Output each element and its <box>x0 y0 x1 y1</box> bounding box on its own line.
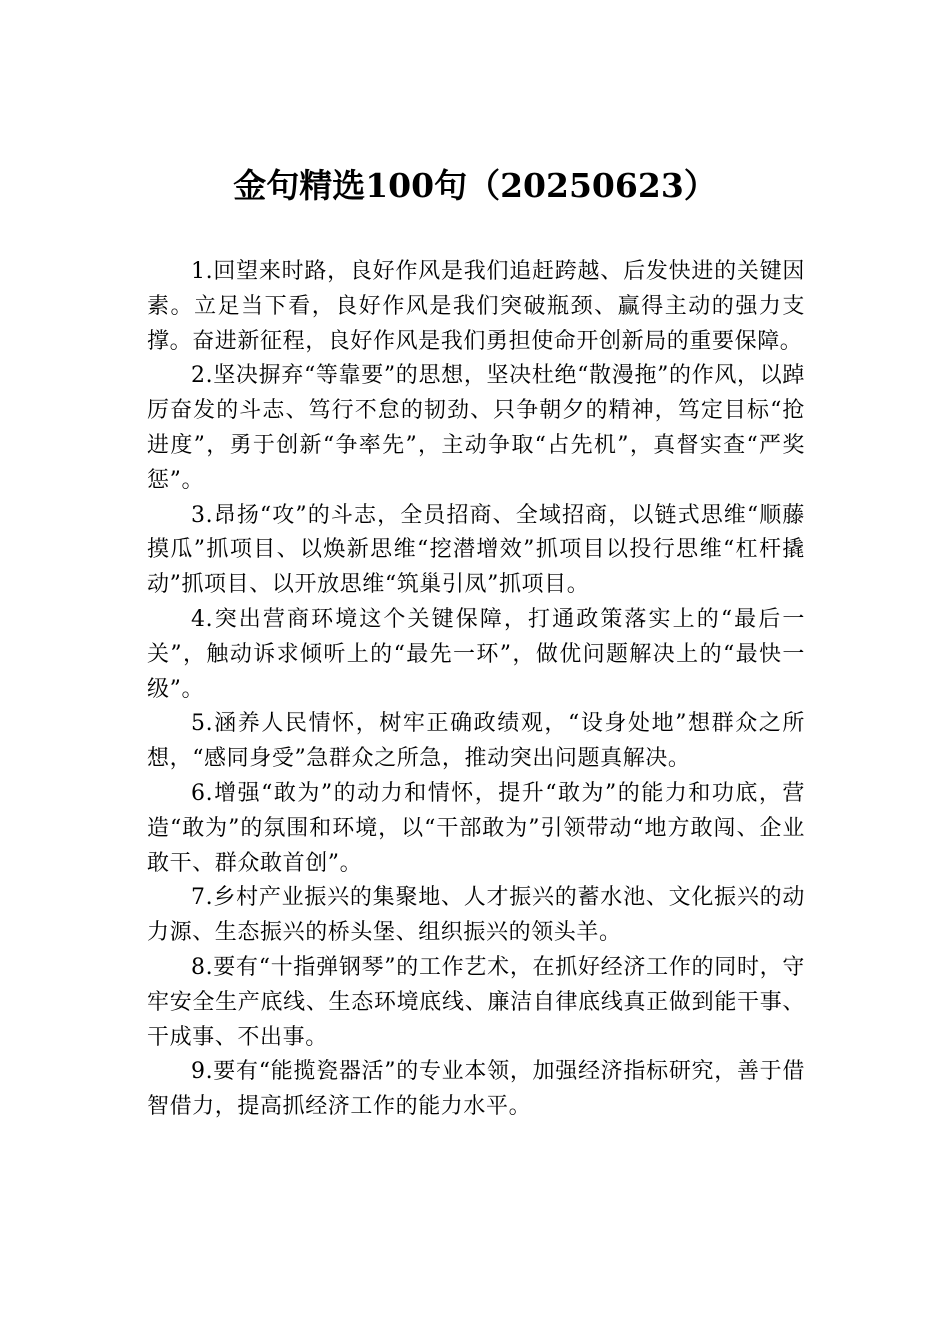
paragraph-2: 2.坚决摒弃“等靠要”的思想，坚决杜绝“散漫拖”的作风，以踔厉奋发的斗志、笃行不怠的韧劲、只争朝夕的精神，笃定目标“抢进度”，勇于创新“争率先”，主动争取“占先机”，真督实查“严奖惩”。 <box>147 363 805 493</box>
paragraph-8: 8.要有“十指弹钢琴”的工作艺术，在抓好经济工作的同时，守牢安全生产底线、生态环境底线、廉洁自律底线真正做到能干事、干成事、不出事。 <box>147 954 805 1050</box>
document-body <box>147 255 805 1125</box>
document-title: 金句精选100句（20250623） <box>233 166 717 205</box>
paragraph-1: 1.回望来时路，良好作风是我们追赶跨越、后发快进的关键因素。立足当下看，良好作风是我们突破瓶颈、赢得主动的强力支撑。奋进新征程，良好作风是我们勇担使命开创新局的重要保障。 <box>147 259 805 354</box>
paragraph-5: 5.涵养人民情怀，树牢正确政绩观，“设身处地”想群众之所想，“感同身受”急群众之所急，推动突出问题真解决。 <box>147 711 805 772</box>
paragraph-9: 9.要有“能揽瓷器活”的专业本领，加强经济指标研究，善于借智借力，提高抓经济工作的能力水平。 <box>147 1059 805 1120</box>
paragraph-4: 4.突出营商环境这个关键保障，打通政策落实上的“最后一关”，触动诉求倾听上的“最先一环”，做优问题解决上的“最快一级”。 <box>147 606 805 702</box>
paragraph-7: 7.乡村产业振兴的集聚地、人才振兴的蓄水池、文化振兴的动力源、生态振兴的桥头堡、组织振兴的领头羊。 <box>147 885 805 946</box>
paragraph-3: 3.昂扬“攻”的斗志，全员招商、全域招商，以链式思维“顺藤摸瓜”抓项目、以焕新思维“挖潜增效”抓项目以投行思维“杠杆撬动”抓项目、以开放思维“筑巢引凤”抓项目。 <box>147 502 805 598</box>
paragraph-6: 6.增强“敢为”的动力和情怀，提升“敢为”的能力和功底，营造“敢为”的氛围和环境，以“干部敢为”引领带动“地方敢闯、企业敢干、群众敢首创”。 <box>147 780 805 876</box>
